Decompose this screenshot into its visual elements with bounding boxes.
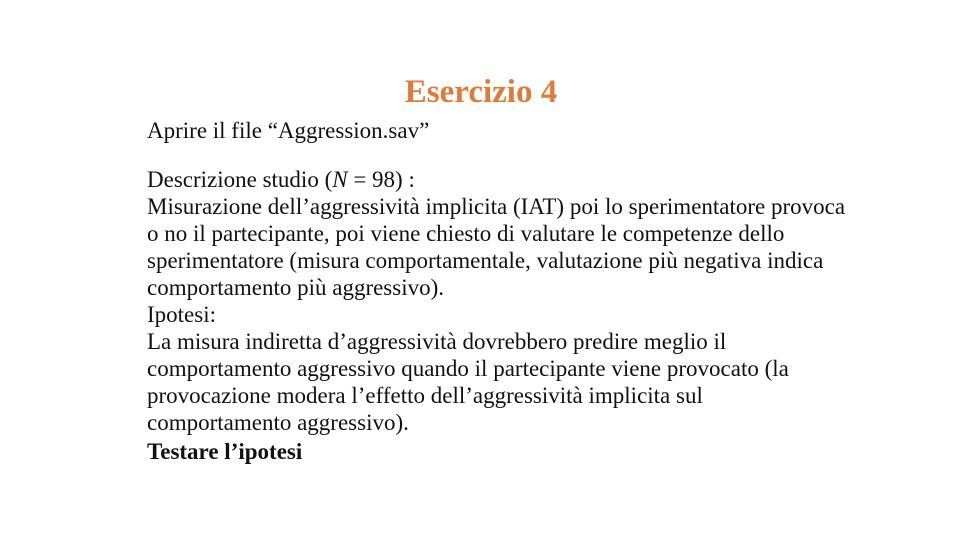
- slide-title: Esercizio 4: [404, 74, 558, 110]
- file-instruction: Aprire il file “Aggression.sav”: [147, 118, 430, 143]
- study-label-suffix: = 98) :: [347, 167, 415, 192]
- study-label-prefix: Descrizione studio (: [147, 167, 333, 192]
- study-label-n: N: [332, 167, 348, 192]
- hypothesis-text: La misura indiretta d’aggressività dovrebbero predire meglio il comportamento aggressivo quando il partecipante viene provocato (la provocazione modera l’effetto dell’aggressività implicita sul comportamento aggressivo).: [147, 329, 789, 435]
- study-description: Misurazione dell’aggressività implicita (IAT) poi lo sperimentatore provoca o no il partecipante, poi viene chiesto di valutare le competenze dello sperimentatore (misura comportamentale, valutazione più negativa indica comportamento più aggressivo).: [147, 194, 846, 300]
- hypothesis-label: Ipotesi:: [147, 302, 216, 327]
- test-hypothesis-label: Testare l’ipotesi: [147, 439, 303, 464]
- study-label: [147, 166, 847, 193]
- slide-body: [147, 116, 847, 466]
